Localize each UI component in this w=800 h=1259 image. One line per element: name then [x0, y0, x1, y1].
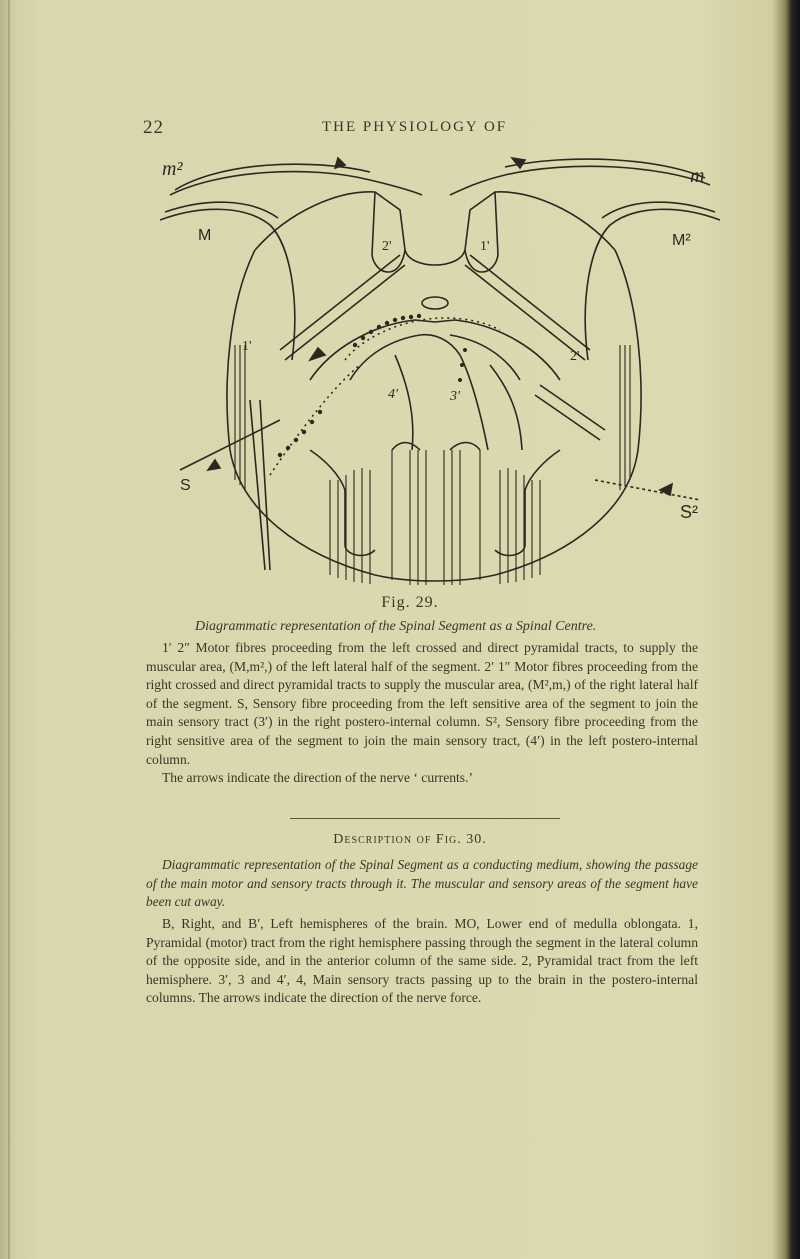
- legend-paragraph: The arrows indicate the direction of the nerve ‘ currents.’: [162, 770, 474, 786]
- label-1-prime-left: 1': [242, 339, 252, 354]
- label-m2-left: m²: [162, 158, 183, 180]
- label-4-prime: 4': [388, 387, 398, 402]
- section-divider: [290, 818, 560, 819]
- running-head: THE PHYSIOLOGY OF: [322, 119, 508, 135]
- fibre-M: [160, 209, 295, 360]
- description-subtitle: Diagrammatic representation of the Spinal Segment as a conducting medium, showing the passage of the main motor and sensory tracts through it. The muscular and sensory areas of the segment have been cut away.: [146, 857, 698, 910]
- figure-caption-label: Fig. 29.: [381, 594, 439, 611]
- label-M-left: M: [198, 227, 212, 244]
- label-2-prime-top: 2': [382, 239, 392, 254]
- page-margin-line: [8, 0, 10, 1259]
- description-title: Description of Fig. 30.: [333, 832, 487, 847]
- label-m-right: m: [690, 165, 705, 187]
- central-canal: [422, 297, 448, 309]
- label-1-prime-top: 1': [480, 239, 490, 254]
- description-body: [146, 915, 698, 1008]
- grey-matter: [310, 320, 560, 380]
- label-M2-right: M²: [672, 232, 691, 249]
- spinal-segment-diagram: [160, 150, 720, 585]
- page-number: 22: [143, 117, 164, 138]
- label-S2-right: S²: [680, 502, 698, 522]
- fibre-m: [450, 166, 710, 195]
- fibre-M2: [585, 209, 720, 360]
- posterior-fissure: [255, 192, 615, 265]
- label-3-prime: 3': [450, 389, 460, 404]
- label-S-left: S: [180, 477, 191, 494]
- legend-paragraph: 1′ 2″ Motor fibres proceeding from the left crossed and direct pyramidal tracts, to supply the muscular area, (M,m²,) of the left lateral half of the segment. 2′ 1″ Motor fibres proceeding from the right crossed and direct pyramidal tracts to supply the muscular area, (M²,m,) of the right lateral half of the segment. S, Sensory fibre proceeding from the left sensitive area of the segment to join the main sensory tract (3′) in the right postero-internal column. S², Sensory fibre proceeding from the right sensitive area of the segment to join the main sensory tract, (4′) in the left postero-internal column.: [146, 640, 698, 767]
- description-paragraph: B, Right, and B′, Left hemispheres of the brain. MO, Lower end of medulla oblongata. 1, Pyramidal (motor) tract from the right hemisphere passing through the segment in the lateral column of the opposite side, and in the anterior column of the same side. 2, Pyramidal tract from the left hemisphere. 3′, 3 and 4′, 4, Main sensory tracts passing up to the brain in the postero-internal columns. The arrows indicate the direction of the nerve force.: [146, 916, 698, 1006]
- label-2-prime-right: 2': [570, 349, 580, 364]
- figure-legend: [146, 639, 698, 788]
- page-header: [0, 117, 800, 141]
- segment-outline: [227, 250, 641, 581]
- figure-caption-title: Diagrammatic representation of the Spinal Segment as a Spinal Centre.: [195, 619, 597, 634]
